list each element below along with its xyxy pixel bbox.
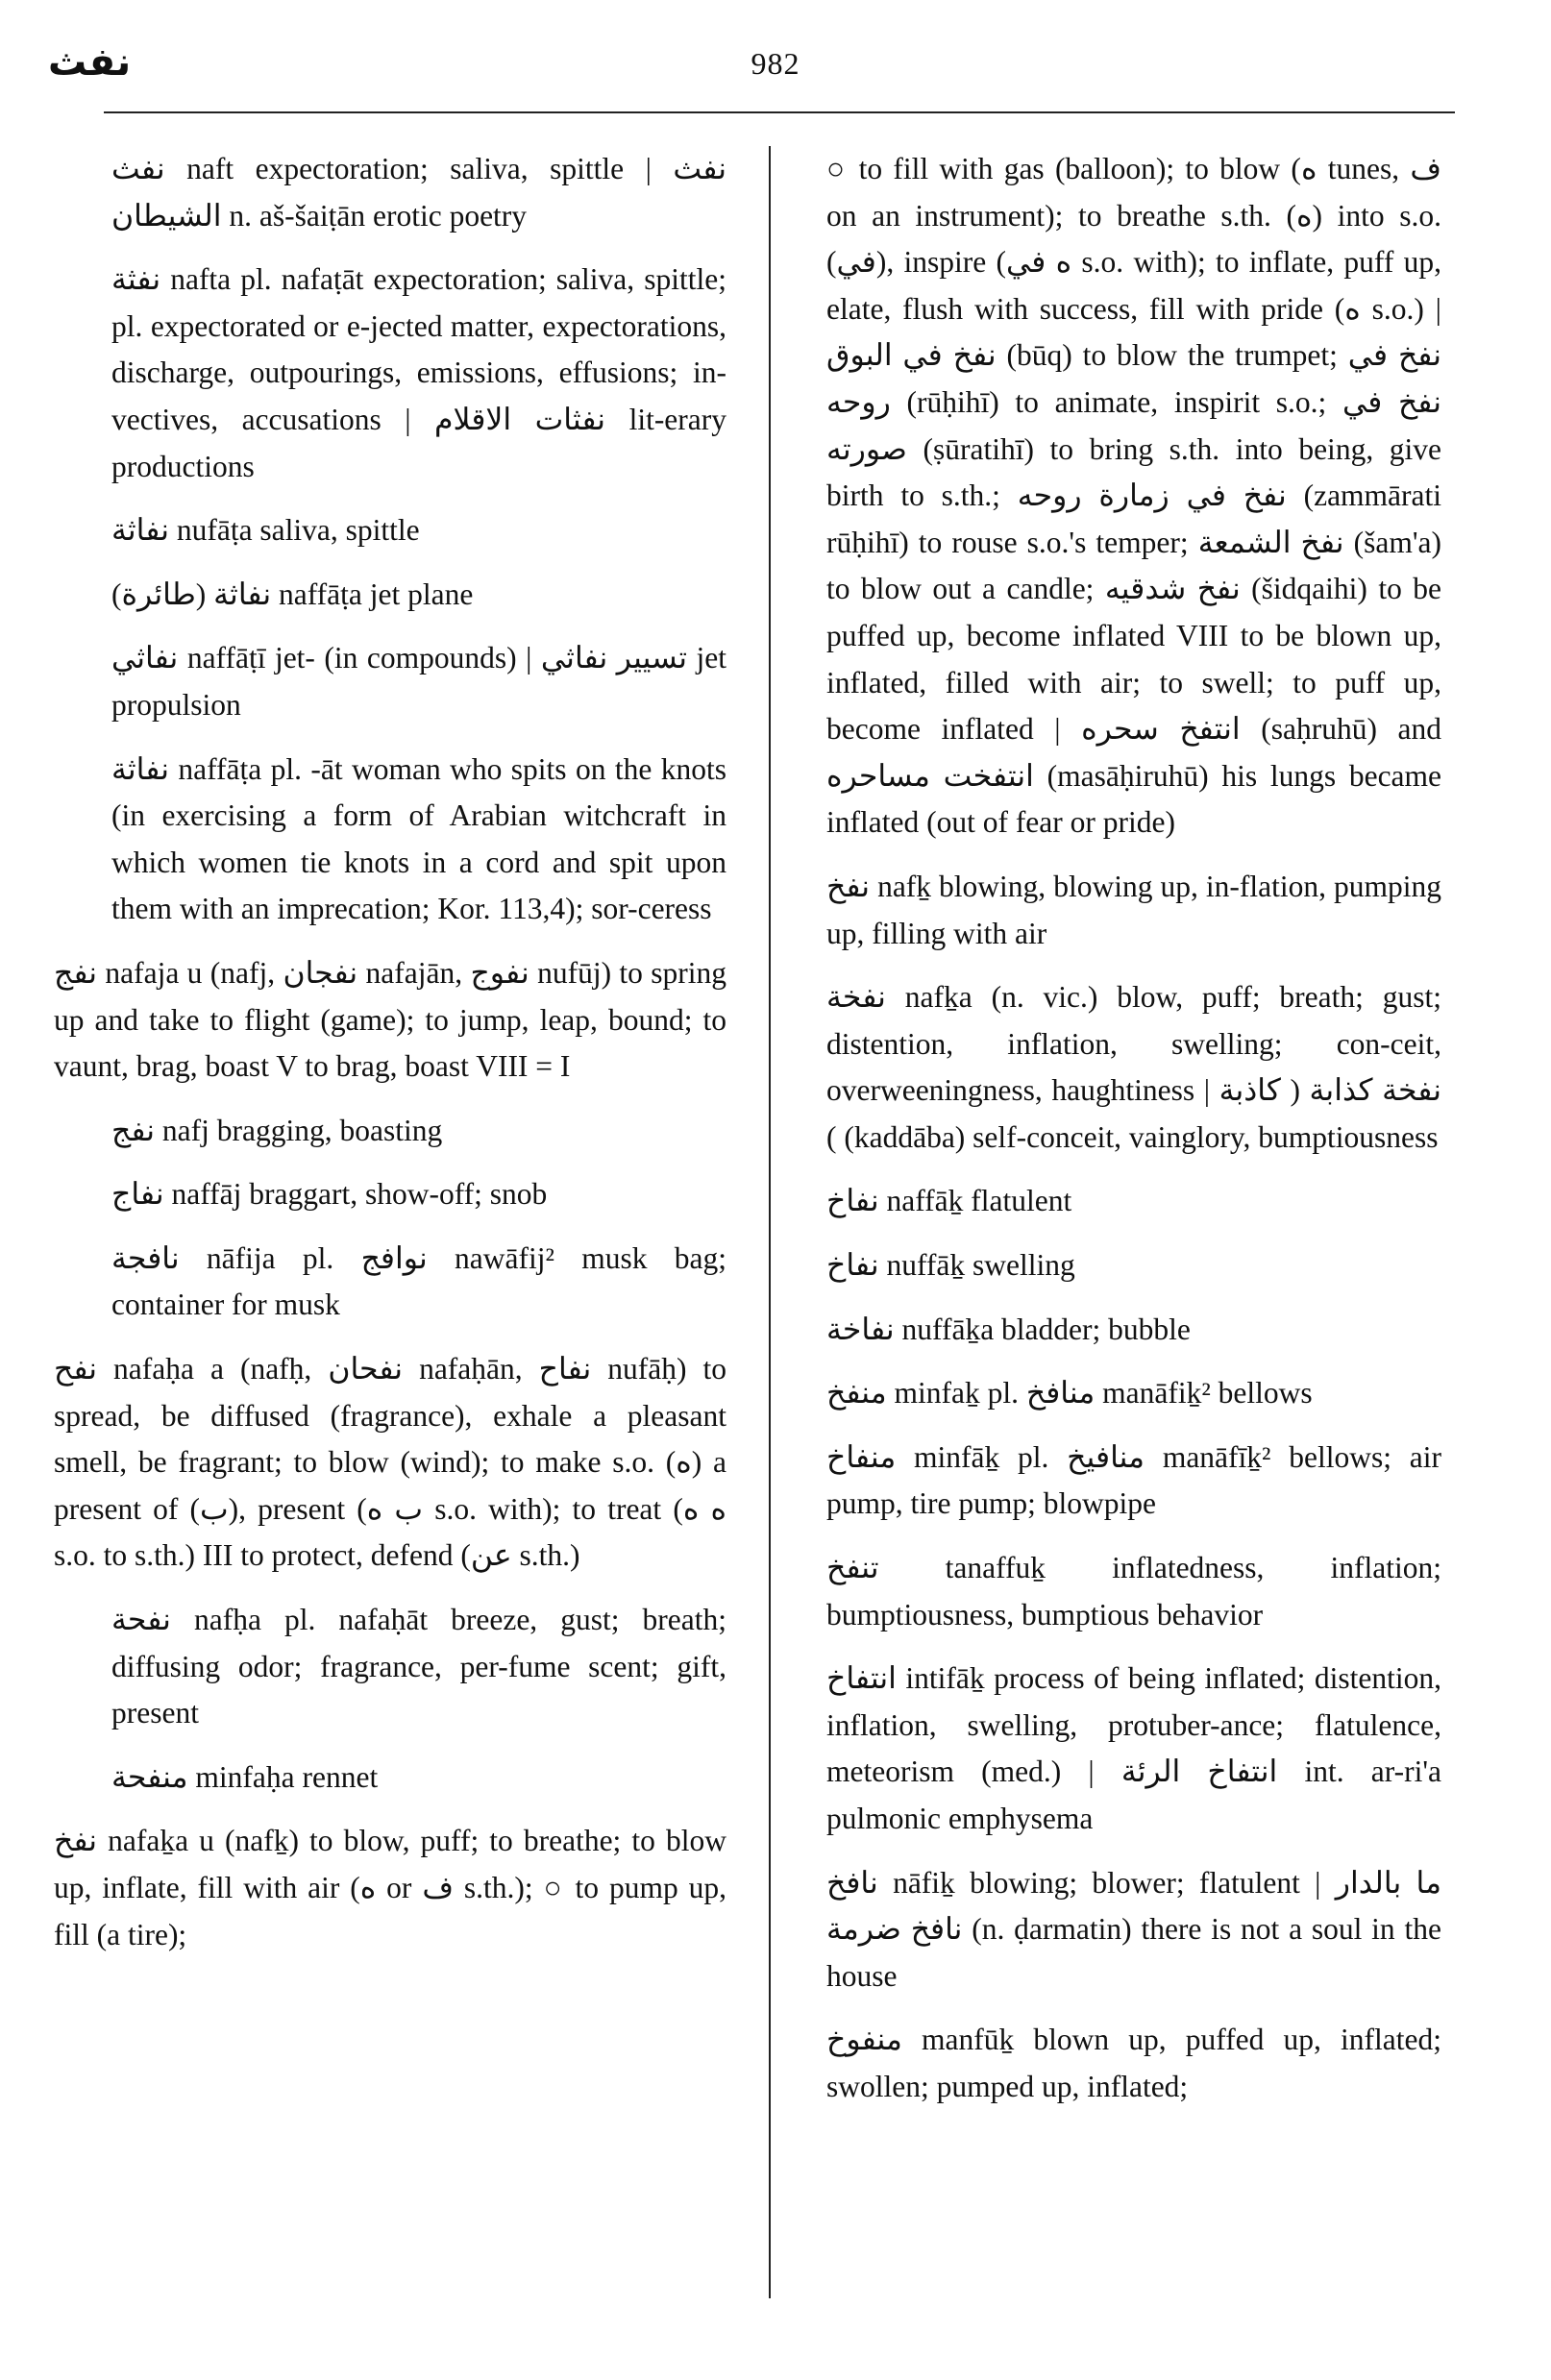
entry: نفاثة naffāṭa pl. -āt woman who spits on the knots (in exercising a form of Arabian witchcraft in which women tie knots in a cord and spit upon them with an imprecation; Kor. 113,4); sor-ceress [111, 751, 726, 926]
entry: نفاخة nuffāḵa bladder; bubble [826, 1312, 1191, 1346]
entry: نفاخ nuffāḵ swelling [826, 1248, 1075, 1283]
entry: منفاخ minfāḵ pl. منافيخ manāfīḵ² bellows; air pump, tire pump; blowpipe [826, 1439, 1441, 1521]
entry: نفاخ naffāḵ flatulent [826, 1184, 1072, 1218]
entry: نفاثة nufāṭa saliva, spittle [111, 513, 420, 548]
root-entry: نفج nafaja u (nafj, نفجان nafajān, نفوج nufūj) to spring up and take to flight (game); to jump, leap, bound; to vaunt, brag, boast V to brag, boast VIII = I [54, 955, 727, 1084]
entry: نفخ nafḵ blowing, blowing up, in-flation, pumping up, filling with air [826, 869, 1441, 950]
column-divider [769, 146, 771, 2298]
entry: نفخة nafḵa (n. vic.) blow, puff; breath; gust; distention, inflation, swelling; con-ceit, overweeningness, haughtiness | نفخة كذابة ( كاذبة ) (kaddāba) self-conceit, vainglory, bumptiousness [826, 980, 1441, 1154]
entry: منفحة minfaḥa rennet [111, 1759, 379, 1794]
entry: منفخ minfaḵ pl. منافخ manāfiḵ² bellows [826, 1376, 1313, 1411]
entry: نفثة nafta pl. nafaṭāt expectoration; saliva, spittle; pl. expectorated or e-jected matter, expectorations, discharge, outpourings, emissions, effusions; in-vectives, accusations | نفثات الاقلام lit-erary productions [111, 262, 726, 483]
entry: نافجة nāfija pl. نوافج nawāfij² musk bag; container for musk [111, 1240, 726, 1322]
entry: نفحة nafḥa pl. nafaḥāt breeze, gust; breath; diffusing odor; fragrance, per-fume scent; gift, present [111, 1603, 726, 1730]
right-column [826, 146, 1441, 2111]
entry: نفاج naffāj braggart, show-off; snob [111, 1177, 548, 1212]
root-entry: نفخ nafaḵa u (nafḵ) to blow, puff; to breathe; to blow up, inflate, fill with air (ه or ف s.th.); ○ to pump up, fill (a tire); [54, 1824, 726, 1951]
entry: نفاثي naffāṭī jet- (in compounds) | تسيير نفاثي jet propulsion [111, 641, 726, 722]
running-head-word: نفث [48, 40, 132, 85]
entry: ○ to fill with gas (balloon); to blow (ه tunes, ف on an instrument); to breathe s.th. (ه) into s.o. (في), inspire (ه في s.o. with); to inflate, puff up, elate, flush with success, fill with pride (ه s.o.) | نفخ في البوق (būq) to blow the trumpet; نفخ في روحه (rūḥihī) to animate, inspirit s.o.; نفخ في صورته (ṣūratihī) to bring s.th. into being, give birth to s.th.; نفخ في زمارة روحه (zammārati rūḥihī) to rouse s.o.'s temper; نفخ الشمعة (šam'a) to blow out a candle; نفخ شدقيه (šidqaihi) to be puffed up, become inflated VIII to be blown up, inflated, filled with air; to swell; to puff up, become inflated | انتفخ سحره (saḥruhū) and انتفخت مساحره (masāḥiruhū) his lungs became inflated (out of fear or pride) [826, 152, 1442, 840]
page-number: 982 [751, 46, 800, 81]
root-entry: نفح nafaḥa a (nafḥ, نفحان nafaḥān, نفاح nufāḥ) to spread, be diffused (fragrance), exhale a pleasant smell, be fragrant; to blow (wind); to make s.o. (ه) a present of (ب), present (ب ه s.o. with); to treat (ه ه s.o. to s.th.) III to protect, defend (عن s.th.) [54, 1352, 726, 1573]
entry: نفث naft expectoration; saliva, spittle | نفث الشيطان n. aš-šaiṭān erotic poetry [111, 152, 726, 233]
entry: تنفخ tanaffuḵ inflatedness, inflation; bumptiousness, bumptious behavior [826, 1551, 1441, 1632]
left-column [54, 146, 727, 1958]
entry: منفوخ manfūḵ blown up, puffed up, inflated; swollen; pumped up, inflated; [826, 2023, 1441, 2103]
entry: نفاثة (طائرة) naffāṭa jet plane [111, 577, 474, 611]
header-rule [104, 111, 1455, 113]
entry: نفج nafj bragging, boasting [111, 1113, 443, 1147]
entry: انتفاخ intifāḵ process of being inflated; distention, inflation, swelling, protuber-ance; flatulence, meteorism (med.) | انتفاخ الرئة int. ar-ri'a pulmonic emphysema [826, 1661, 1441, 1835]
entry: نافخ nāfiḵ blowing; blower; flatulent | ما بالدار نافخ ضرمة (n. ḍarmatin) there is not a soul in the house [826, 1865, 1441, 1993]
